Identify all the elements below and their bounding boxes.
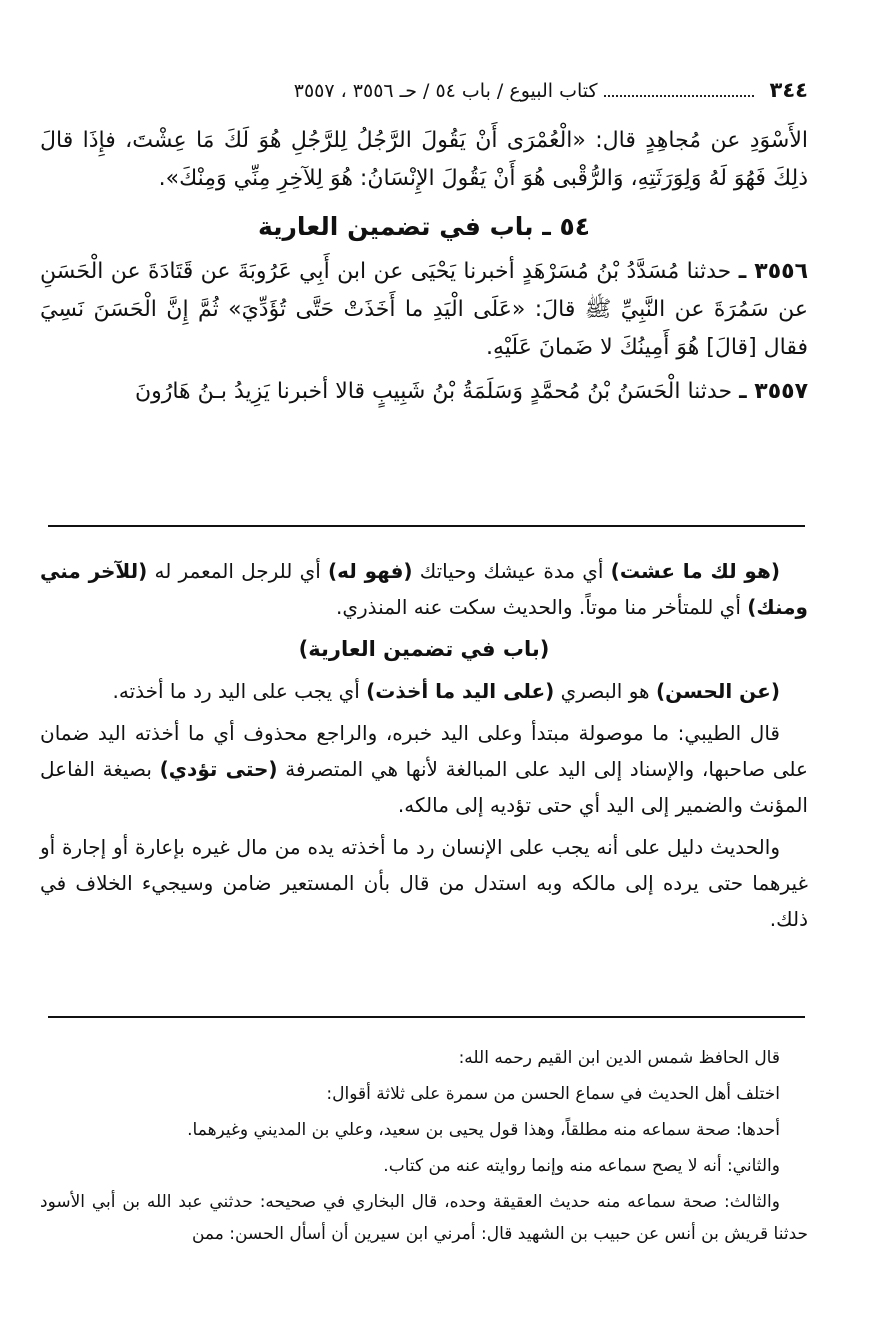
main-text <box>40 78 808 411</box>
note-line: والثالث: صحة سماعه منه حديث العقيقة وحده، قال البخاري في صحيحه: حدثني عبد الله بن أبي الأسود حدثنا قريش بن أنس عن حبيب بن الشهيد قال: أمرني ابن سيرين أن أسأل الحسن: ممن <box>40 1192 808 1244</box>
bold-phrase: (عن الحسن) <box>655 679 780 703</box>
commentary-paragraph <box>40 553 808 625</box>
note-line: قال الحافظ شمس الدين ابن القيم رحمه الله: <box>458 1048 780 1068</box>
bold-phrase: (هو لك ما عشت) <box>610 559 780 583</box>
bold-phrase: (فهو له) <box>328 559 413 583</box>
header-dots <box>604 87 754 97</box>
bold-phrase: (للآخر مني ومنك) <box>40 559 808 619</box>
commentary-paragraph <box>40 715 808 823</box>
note-line: اختلف أهل الحديث في سماع الحسن من سمرة على ثلاثة أقوال: <box>326 1084 780 1104</box>
hadith-3556 <box>40 253 808 367</box>
note-line: والثاني: أنه لا يصح سماعه منه وإنما روايته عنه من كتاب. <box>383 1156 780 1176</box>
text-run: بصيغة الفاعل المؤنث والضمير إلى اليد أي حتى تؤديه إلى مالكه. <box>40 757 808 817</box>
ibn-qayyim-notes <box>40 1042 808 1254</box>
divider-line <box>48 1016 805 1018</box>
header-title: كتاب البيوع / باب ٥٤ / حـ ٣٥٥٦ ، ٣٥٥٧ <box>293 80 598 102</box>
divider-line <box>48 525 805 527</box>
paragraph-1: الأَسْوَدِ عن مُجاهِدٍ قال: «الْعُمْرَى أَنْ يَقُولَ الرَّجُلُ لِلرَّجُلِ هُوَ لَكَ مَا عِشْتَ، فإِذَا قالَ ذلِكَ فَهُوَ لَهُ وَلِوَرَثَتِهِ، وَالرُّقْبى هُوَ أَنْ يَقُولَ الإِنْسَانُ: هُوَ لِلآخِرِ مِنِّي وَمِنْكَ». <box>40 128 808 191</box>
bold-phrase: (حتى تؤدي) <box>159 757 278 781</box>
text-run: أي مدة عيشك وحياتك <box>412 559 611 583</box>
hadith-3557 <box>40 373 808 411</box>
chapter-title: ٥٤ ـ باب في تضمين العارية <box>257 212 591 241</box>
hadith-text-3556: حدثنا مُسَدَّدُ بْنُ مُسَرْهَدٍ أخبرنا يَحْيَى عن ابن أَبِي عَرُوبَةَ عن قَتَادَةَ عن الْحَسَنِ عن سَمُرَةَ عن النَّبِيِّ ﷺ قالَ: «عَلَى الْيَدِ ما أَخَذَتْ حَتَّى تُؤَدِّيَ» ثُمَّ إِنَّ الْحَسَنَ نَسِيَ فقال [قالَ] هُوَ أَمِينُكَ لا ضَمانَ عَلَيْهِ. <box>40 259 808 360</box>
text-run: أي للرجل المعمر له <box>147 559 328 583</box>
text-run: أي يجب على اليد رد ما أخذته. <box>112 679 367 703</box>
bold-phrase: (على اليد ما أخذت) <box>366 679 555 703</box>
commentary <box>40 553 808 943</box>
commentary-chapter: (باب في تضمين العارية) <box>298 637 550 661</box>
hadith-number: ٣٥٥٦ ـ <box>738 259 808 284</box>
text-run: هو البصري <box>554 679 656 703</box>
hadith-text <box>40 122 808 411</box>
text-run: قال الطيبي: ما موصولة مبتدأ وعلى اليد خبره، والراجع محذوف أي ما أخذته اليد ضمان على صاحبها، والإسناد إلى اليد على المبالغة لأنها هي المتصرفة <box>40 721 808 781</box>
text-run: أي للمتأخر منا موتاً. والحديث سكت عنه المنذري. <box>336 595 748 619</box>
commentary-paragraph <box>40 673 808 709</box>
note-line: أحدها: صحة سماعه منه مطلقاً، وهذا قول يحيى بن سعيد، وعلي بن المديني وغيرهما. <box>187 1120 780 1140</box>
commentary-paragraph: والحديث دليل على أنه يجب على الإنسان رد ما أخذته يده من مال غيره بإعارة أو إجارة أو غيرهما حتى يرده إلى مالكه وبه استدل من قال بأن المستعير ضامن وسيجيء الخلاف في ذلك. <box>40 835 808 931</box>
page-header <box>40 78 808 108</box>
hadith-text-3557: حدثنا الْحَسَنُ بْنُ مُحمَّدٍ وَسَلَمَةُ بْنُ شَبِيبٍ قالا أخبرنا يَزِيدُ بـنُ هَارُونَ <box>134 379 733 404</box>
page-number: ٣٤٤ <box>769 78 808 102</box>
hadith-number: ٣٥٥٧ ـ <box>739 379 808 404</box>
